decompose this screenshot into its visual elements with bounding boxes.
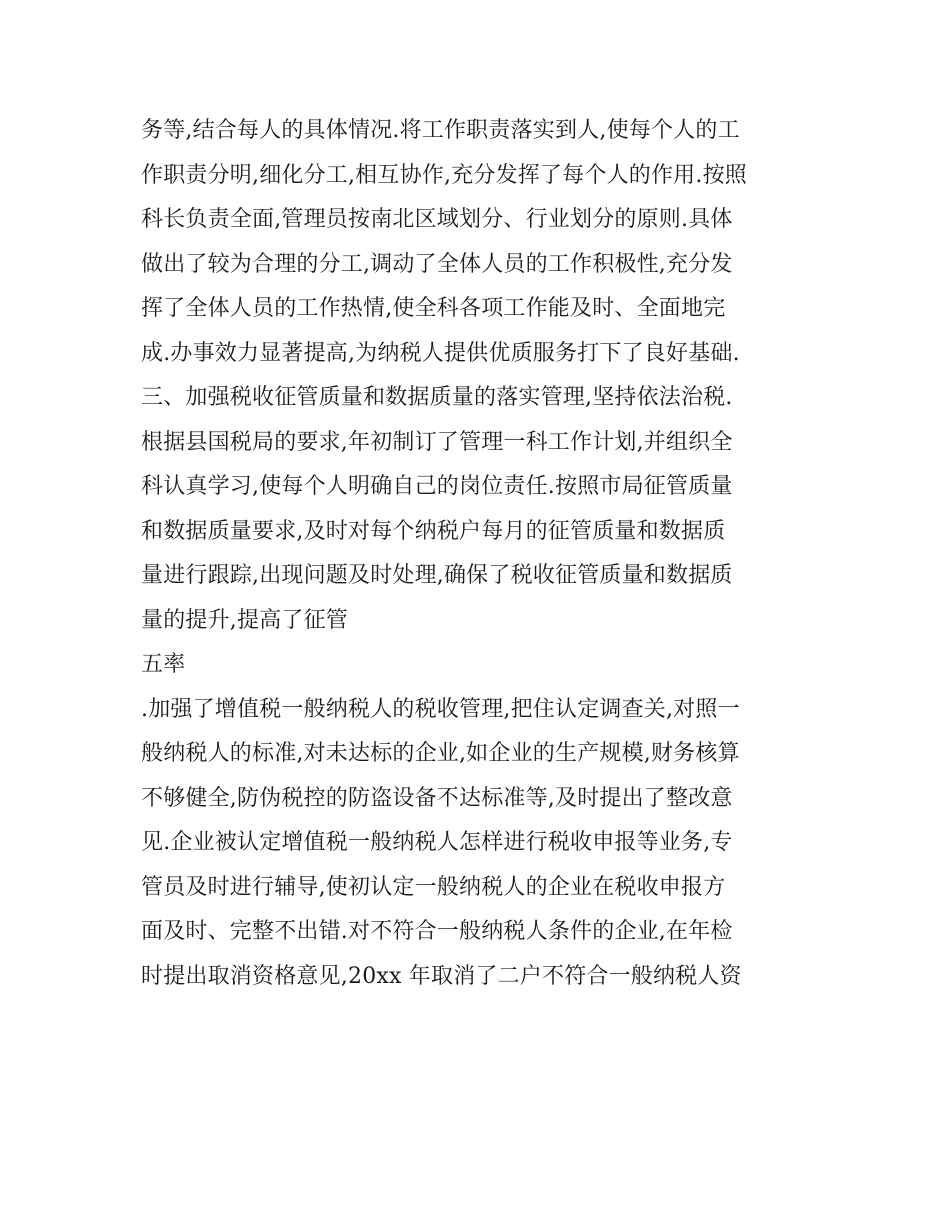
text-line: 挥了全体人员的工作热情,使全科各项工作能及时、全面地完 <box>141 296 726 321</box>
text-line: 科长负责全面,管理员按南北区域划分、行业划分的原则.具体 <box>141 207 733 232</box>
text-line: 管员及时进行辅导,使初认定一般纳税人的企业在税收申报方 <box>141 874 726 900</box>
text-line: 五率 <box>141 652 186 677</box>
text-line: 成.办事效力显著提高,为纳税人提供优质服务打下了良好基础. <box>141 340 740 366</box>
text-line: 务等,结合每人的具体情况.将工作职责落实到人,使每个人的工 <box>141 118 740 143</box>
text-line: 做出了较为合理的分工,调动了全体人员的工作积极性,充分发 <box>141 251 733 277</box>
text-line: .加强了增值税一般纳税人的税收管理,把住认定调查关,对照一 <box>141 696 740 722</box>
text-line: 面及时、完整不出错.对不符合一般纳税人条件的企业,在年检 <box>141 919 733 944</box>
text-line: 和数据质量要求,及时对每个纳税户每月的征管质量和数据质 <box>141 518 726 544</box>
text-line: 时提出取消资格意见,20xx 年取消了二户不符合一般纳税人资 <box>141 963 742 989</box>
text-line: 根据县国税局的要求,年初制订了管理一科工作计划,并组织全 <box>141 429 733 455</box>
text-line: 科认真学习,使每个人明确自己的岗位责任.按照市局征管质量 <box>141 474 733 499</box>
text-line: 量的提升,提高了征管 <box>141 607 348 633</box>
text-line: 不够健全,防伪税控的防盗设备不达标准等,及时提出了整改意 <box>141 785 733 811</box>
text-line: 三、加强税收征管质量和数据质量的落实管理,坚持依法治税. <box>141 385 733 410</box>
text-line: 作职责分明,细化分工,相互协作,充分发挥了每个人的作用.按照 <box>141 162 747 188</box>
text-line: 见.企业被认定增值税一般纳税人怎样进行税收申报等业务,专 <box>141 830 733 855</box>
text-line: 般纳税人的标准,对未达标的企业,如企业的生产规模,财务核算 <box>141 741 740 766</box>
body-text <box>141 109 821 999</box>
text-line: 量进行跟踪,出现问题及时处理,确保了税收征管质量和数据质 <box>141 563 733 588</box>
